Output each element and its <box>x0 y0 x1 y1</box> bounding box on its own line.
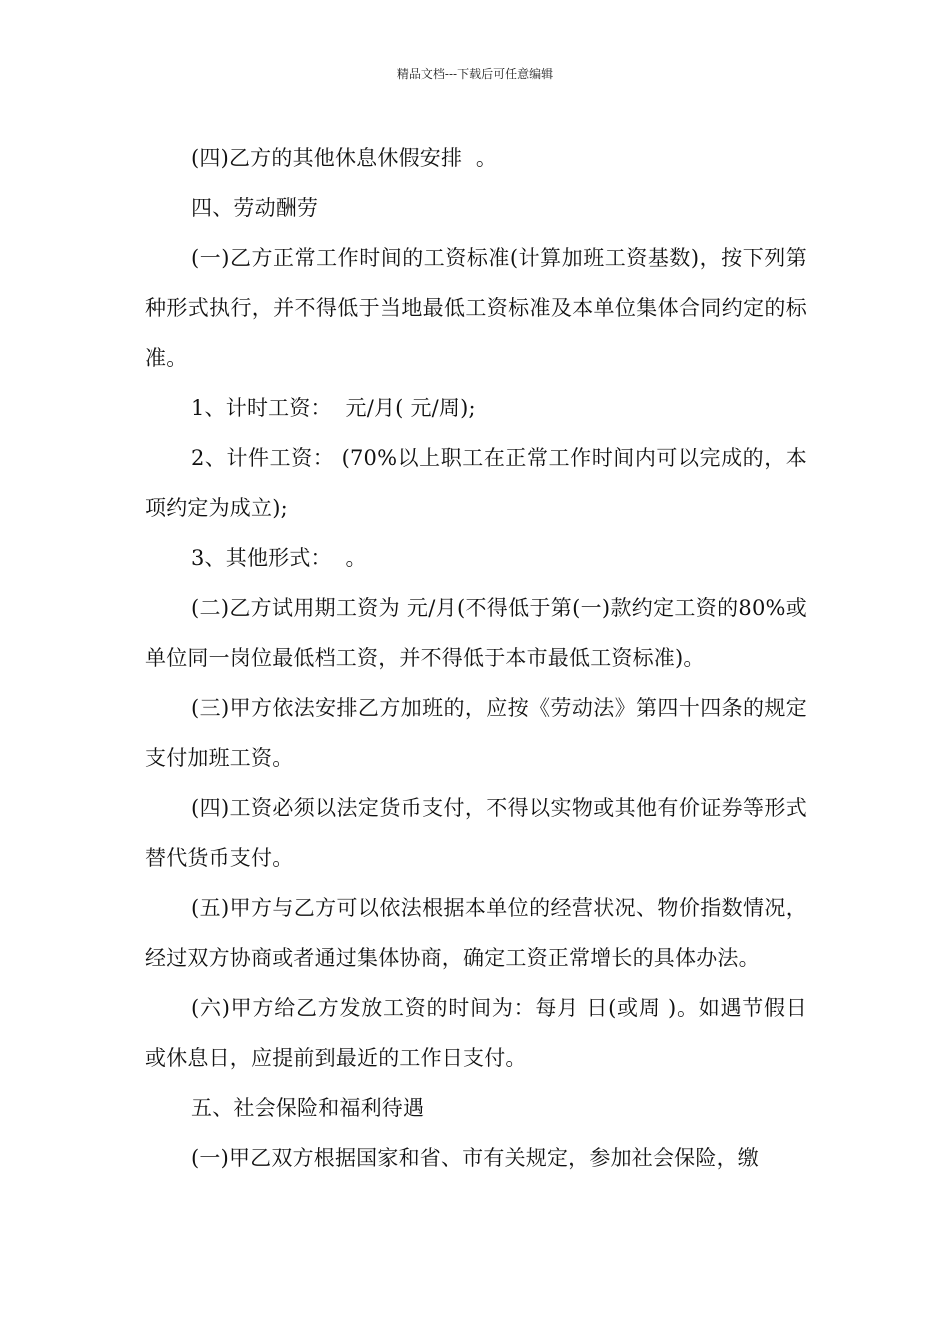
paragraph-probation-wage: (二)乙方试用期工资为 元/月(不得低于第(一)款约定工资的80%或单位同一岗位最低档工资，并不得低于本市最低工资标准)。 <box>145 596 807 670</box>
paragraph-rest-arrangement: (四)乙方的其他休息休假安排 。 <box>191 146 498 170</box>
paragraph-piece-wage: 2、计件工资： (70%以上职工在正常工作时间内可以完成的，本项约定为成立); <box>145 446 807 520</box>
paragraph-wage-growth: (五)甲方与乙方可以依法根据本单位的经营状况、物价指数情况，经过双方协商或者通过集体协商，确定工资正常增长的具体办法。 <box>145 896 807 970</box>
paragraph-time-wage: 1、计时工资： 元/月( 元/周); <box>191 396 476 420</box>
page-header: 精品文档---下载后可任意编辑 <box>396 67 554 81</box>
document-body <box>145 133 814 1183</box>
section-heading-labor-pay: 四、劳动酬劳 <box>191 196 319 220</box>
paragraph-pay-date: (六)甲方给乙方发放工资的时间为：每月 日(或周 )。如遇节假日或休息日，应提前到最近的工作日支付。 <box>145 996 807 1070</box>
paragraph-social-insurance: (一)甲乙双方根据国家和省、市有关规定，参加社会保险，缴 <box>191 1146 759 1170</box>
paragraph-wage-standard: (一)乙方正常工作时间的工资标准(计算加班工资基数)，按下列第 种形式执行，并不得低于当地最低工资标准及本单位集体合同约定的标准。 <box>145 246 814 370</box>
section-heading-social-insurance: 五、社会保险和福利待遇 <box>191 1096 425 1120</box>
paragraph-legal-currency: (四)工资必须以法定货币支付，不得以实物或其他有价证券等形式替代货币支付。 <box>145 796 807 870</box>
paragraph-overtime-pay: (三)甲方依法安排乙方加班的，应按《劳动法》第四十四条的规定支付加班工资。 <box>145 696 807 770</box>
paragraph-other-forms: 3、其他形式： 。 <box>191 546 367 570</box>
